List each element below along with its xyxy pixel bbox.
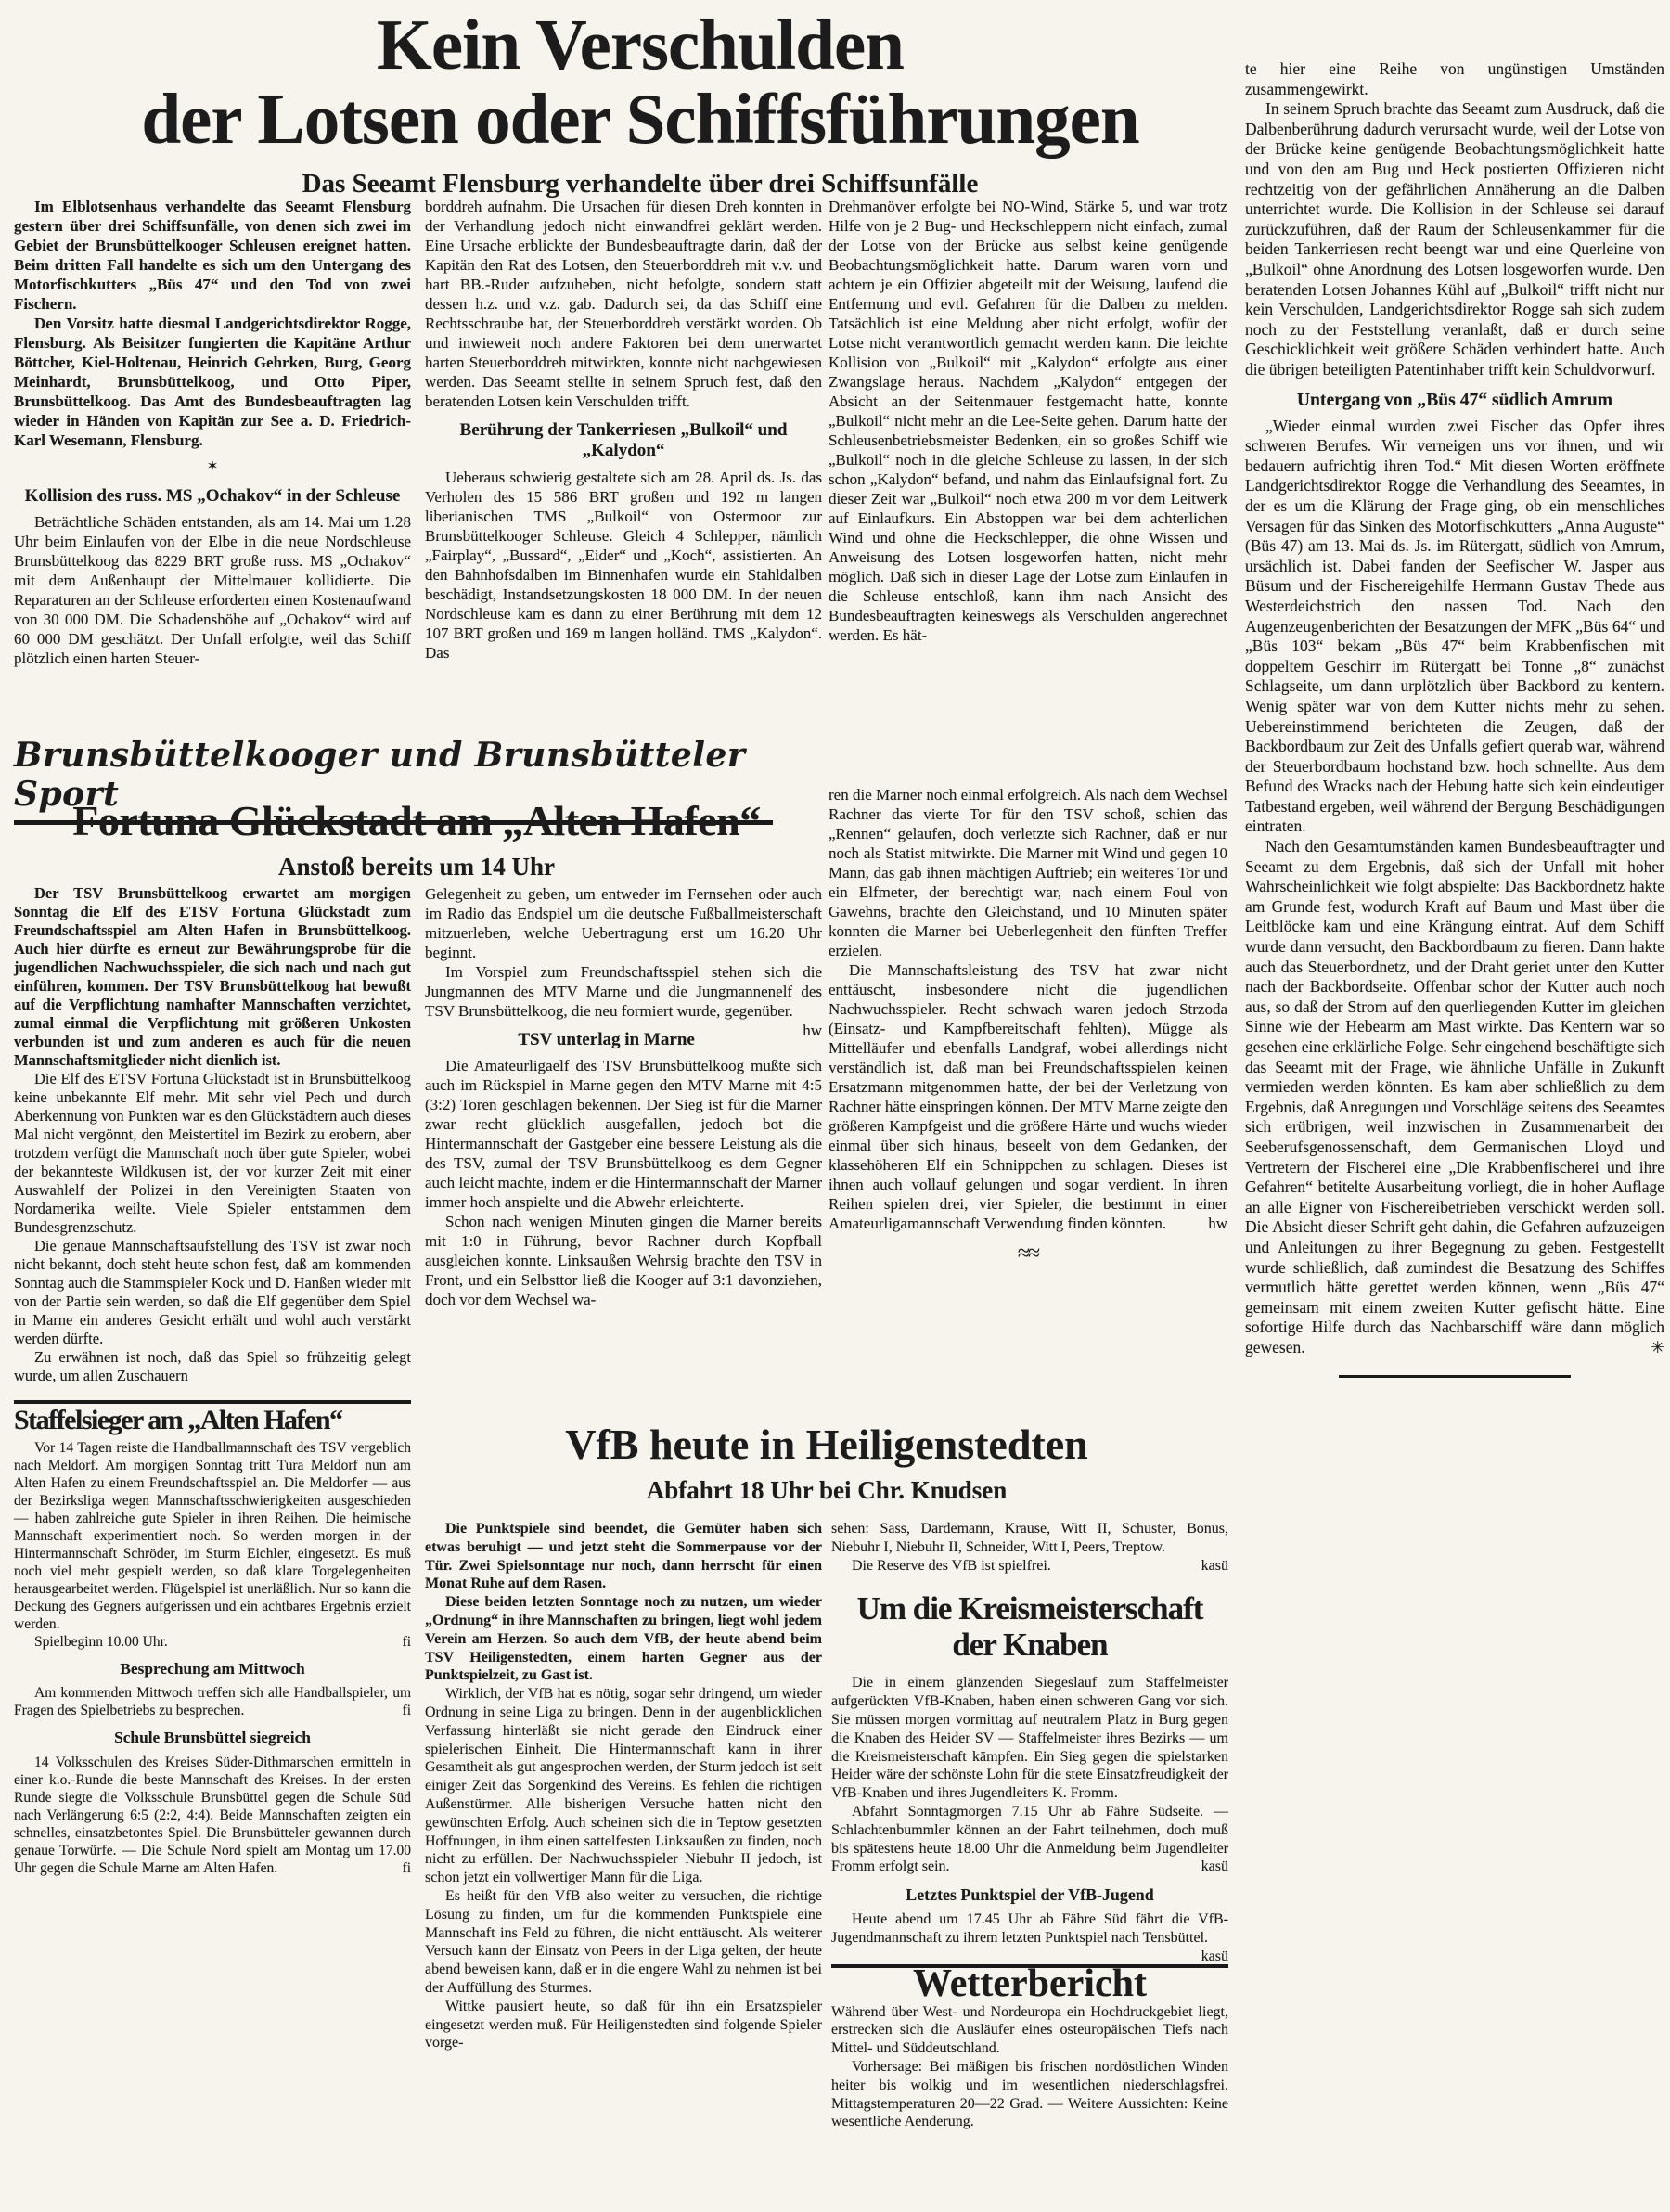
article-seeamt-col4 [1245, 59, 1664, 1378]
paragraph: In seinem Spruch brachte das Seeamt zum Ausdruck, daß die Dalbenberührung dadurch verursacht wurde, weil der Lotse von der Brücke keine genügende Beobachtungsmöglichkeit hatte und von den am Bug und Heck postierten Offizieren nicht rechtzeitig von der gefährlichen Annäherung an die Dalben unterrichtet wurde. Die Kollision in der Schleuse sei darauf zurückzuführen, daß der Raum der Schleusenkammer für die beiden Tankerriesen recht beengt war und eine Querleine von „Bulkoil“ ohne Anordnung des Lotsen losgeworfen wurde. Den beratenden Lotsen Johannes Kühl auf „Bulkoil“ trifft nicht nur kein Verschulden, Landgerichtsdirektor Rogge sah sich zudem noch zu der Feststellung veranlaßt, daß er durch seine Geschicklichkeit weit größere Schäden verhindert hatte. Auch die übrigen beteiligten Patentinhaber trifft kein Schuldvorwurf. [1245, 99, 1664, 379]
fortuna-col2 [425, 884, 822, 1309]
headline-line: Um die Kreismeisterschaft [856, 1590, 1203, 1627]
paragraph: „Wieder einmal wurden zwei Fischer das Opfer ihres schweren Berufes. Wir verneigen uns vor ihnen, und wir bedauern aufrichtig ihren Tod.“ Mit diesen Worten eröffnete Landgerichtsdirektor Rogge die Verhandlung des Seeamtes, in der es um die Klärung der Frage ging, ob ein menschliches Versagen für das Sinken des Motorfischkutters „Anna Auguste“ (Büs 47) am 13. Mai ds. Js. im Rütergatt, südlich von Amrum, ursächlich ist. Dabei fanden der Seefischer W. Jasper aus Büsum und der Fischereigehilfe Hermann Gustav Thede aus Westerdeichstrich den nassen Tod. Nach den Augenzeugenberichten der Besatzungen der MFK „Büs 64“ und „Büs 103“ bekam „Büs 47“ beim Krabbenfischen mit doppeltem Geschirr im Rütergatt bei Tonne „8“ zunächst Schlagseite, um dann urplötzlich über Backbord zu kentern. Wenig später war von dem Kutter nichts mehr zu sehen. Uebereinstimmend berichteten die Zeugen, daß der Backbordbaum zur Zeit des Unfalls gefiert querab war, während der Steuerbordbaum hochstand bzw. hoch schnellte. Aus dem Befund des Wracks nach der Hebung hatte sich kein eindeutiger Tatbestand ergeben, weil während der Bergung Beschädigungen eintraten. [1245, 416, 1664, 836]
paragraph: Vor 14 Tagen reiste die Handballmannschaft des TSV vergeblich nach Meldorf. Am morgigen Sonntag tritt Tura Meldorf nun am Alten Hafen zu einem Freundschaftsspiel an. Die Meldorfer — aus der Bezirksliga wegen Mannschaftsschwierigkeiten ausgeschieden — haben zahlreiche gute Spieler in ihren Reihen. Die heimische Mannschaft experimentiert noch. So werden morgen in der Hintermannschaft Schröder, im Sturm Eichler, eingesetzt. Es muß noch viel mehr gespielt werden, so daß klare Torgelegenheiten herausgearbeitet werden. Flügelspiel ist unerläßlich. Nur so kann die Deckung des Gegners aufgerissen und ein achtbares Ergebnis erzielt werden. [14, 1440, 411, 1632]
vfb-columns [425, 1520, 1228, 2131]
column-subhead: Kollision des russ. MS „Ochakov“ in der Schleuse [24, 486, 401, 506]
fortuna-headline: Fortuna Glückstadt am „Alten Hafen“ [72, 797, 761, 844]
column-subhead: TSV unterlag in Marne [518, 1030, 695, 1049]
article-seeamt-col3 [829, 197, 1227, 645]
paragraph: Es heißt für den VfB also weiter zu versuchen, die richtige Lösung zu finden, um für die kommenden Punktspiele eine Mannschaft ins Feld zu führen, die nicht enttäuscht. Als weiterer Versuch kann der Einsatz von Peers in der Liga gelten, der heute abend beweisen kann, daß er in die engere Wahl zu nehmen ist bei der Auffüllung des Sturmes. [425, 1887, 822, 1996]
paragraph: Der TSV Brunsbüttelkoog erwartet am morgigen Sonntag die Elf des ETSV Fortuna Glückstadt zum Freundschaftsspiel am Alten Hafen in Brunsbüttelkoog. Auch hier dürfte es erneut zur Bewährungsprobe für die jugendlichen Nachwuchsspieler, die sich nach und nach gut einführen, kommen. Der TSV Brunsbüttelkoog hat bewußt auf die Verpflichtung namhafter Mannschaften verzichtet, zumal einmal die Verpflichtung mit größeren Unkosten verbunden ist und zum anderen es auch für die neuen Mannschaftsmitglieder nicht dienlich ist. [14, 884, 411, 1069]
author-initials: hw [1208, 1215, 1227, 1232]
paragraph: Die in einem glänzenden Siegeslauf zum Staffelmeister aufgerückten VfB-Knaben, haben einen schweren Gang vor sich. Sie müssen morgen vormittag auf neutralem Platz in Burg gegen die Knaben des Heider SV — Staffelmeister ihres Bezirks — um die Kreismeisterschaft kämpfen. Ein Sieg gegen die spielstarken Heider wäre der schönste Lohn für die stete Einsatzfreudigkeit der VfB-Knaben und ihres Jugendleiters K. Fromm. [831, 1675, 1228, 1802]
fortuna-col1 [14, 884, 411, 1877]
fortuna-col1-text [14, 884, 411, 1385]
paragraph: Die Amateurligaelf des TSV Brunsbüttelkoog mußte sich auch im Rückspiel in Marne gegen den MTV Marne mit 4:5 (3:2) Toren geschlagen bekennen. Der Sieg ist für die Marner zwar recht glücklich ausgefallen, jedoch bot die Hintermannschaft der Gastgeber eine bessere Leistung als die des TSV, zumal der TSV Brunsbüttelkoog es dem Gegner auch leicht machte, indem er die Hintermannschaft der Marner immer hoch anspielte und die Abwehr erleichterte. [425, 1057, 822, 1212]
wetterbericht-headline: Wetterbericht [913, 1961, 1147, 2005]
kreismeisterschaft-article [831, 1590, 1228, 1964]
paragraph: Zu erwähnen ist noch, daß das Spiel so frühzeitig gelegt wurde, um allen Zuschauern [14, 1348, 411, 1384]
vfb-article [425, 1420, 1228, 2131]
end-rule [1339, 1375, 1571, 1378]
column-subhead: Untergang von „Büs 47“ südlich Amrum [1296, 390, 1613, 410]
headline-line: der Knaben [952, 1626, 1108, 1663]
author-initials: fi [402, 1859, 411, 1876]
main-subhead: Das Seeamt Flensburg verhandelte über drei Schiffsunfälle [302, 169, 979, 199]
paragraph: Während über West- und Nordeuropa ein Hochdruckgebiet liegt, erstrecken sich die Ausläufer eines osteuropäischen Tiefs nach Mittel- und Süddeutschland. [831, 2003, 1228, 2057]
headline-line: Kein Verschulden [376, 5, 905, 84]
paragraph: Ueberaus schwierig gestaltete sich am 28. April ds. Js. das Verholen des 15 586 BRT großen und 192 m langen liberianischen TMS „Bulkoil“ von Ostermoor zur Brunsbüttelkooger Schleuse. Gleich 4 Schlepper, nämlich „Fairplay“, „Bussard“, „Eider“ und „Koch“, assistierten. An den Bahnhofsdalben im Binnenhafen wurde ein Stahldalben beschädigt, Instandsetzungskosten 18 000 DM. In der neuen Nordschleuse kam es dann zu einer Berührung mit dem 12 107 BRT großen und 169 m langen holländ. TMS „Kalydon“. Das [425, 468, 822, 662]
vfb-col1 [425, 1520, 822, 2131]
staffelsieger-article [14, 1400, 411, 1877]
author-initials: kasü [1201, 1557, 1228, 1574]
paragraph: Heute abend um 17.45 Uhr ab Fähre Süd fährt die VfB-Jugendmannschaft zu ihrem letzten Punktspiel nach Tensbüttel. kasü [831, 1911, 1228, 1964]
paragraph: Nach den Gesamtumständen kamen Bundesbeauftragter und Seeamt zu dem Ergebnis, daß sich der Unfall mit hoher Wahrscheinlichkeit wie folgt abspielte: Das Backbordnetz hakte am Grunde fest, wodurch Kraft auf Baum und Mast über die Leitblöcke kam und eine Krängung eintrat. Auf dem Schiff wurde dann versucht, den Backbordbaum zu fieren. Dann hakte auch das Steuerbordnetz, und der Draht geriet unter den Kutter nach der Backbordseite. Offenbar schor der Kutter auch noch aus, so daß der Strom auf den querliegenden Kutter im gleichen Sinne wie der Hebearm am Mast wirkte. Das Kentern war so gesehen eine erklärliche Folge. Sehr eingehend beschäftigte sich das Seeamt mit der Frage, wie ähnliche Unfälle in Zukunft vermieden werden könnten. Es kam aber schließlich zu dem Ergebnis, daß Anregungen und Vorschläge seitens des Seeamtes sich erübrigen, weil inzwischen in Zusammenarbeit der Seeberufsgenossenschaft, dem Germanischen Lloyd und Vertretern der Fischerei eine „Die Krabbenfischerei und ihre Gefahren“ betitelte Ausarbeitung vorliegt, die in hoher Auflage an alle Eigner von Fischereibetrieben verschickt werden soll. Die Absicht dieser Schrift geht dahin, die Gefahren aufzuzeigen und Anleitungen zu ihrer Begegnung zu geben. Festgestellt wurde schließlich, daß zumindest die Besatzung des Schiffes vermutlich hätte gerettet werden können, wenn „Büs 47“ gemeinsam mit einem zweiten Kutter gefischt hätte. Eine sofortige Hilfe durch das Nachbarschiff wäre dann möglich gewesen. ✳ [1245, 837, 1664, 1357]
article-seeamt-header [37, 7, 1243, 199]
paragraph: Schon nach wenigen Minuten gingen die Marner bereits mit 1:0 in Führung, bevor Rachner durch Kopfball ausgleichen konnte. Linksaußen Wehrsig brachte den TSV in Front, und ein Selbsttor ließ die Kooger auf 3:1 davonziehen, doch vor dem Wechsel wa- [425, 1213, 822, 1309]
paragraph: 14 Volksschulen des Kreises Süder-Dithmarschen ermitteln in einer k.o.-Runde die beste Mannschaft des Kreises. In der ersten Runde siegte die Volksschule Brunsbüttel gegen die Schule Süd nach Verlängerung 6:5 (2:2, 4:4). Beide Mannschaften zeigten ein schnelles, einsatzbetontes Spiel. Die Brunsbütteler gewannen durch genaue Torwürfe. — Die Schule Nord spielt am Montag um 17.00 Uhr gegen die Schule Marne am Alten Hafen. fi [14, 1754, 411, 1876]
paragraph: Im Vorspiel zum Freundschaftsspiel stehen sich die Jungmannen des MTV Marne und die Jungmannenelf des TSV Brunsbüttelkoog, die neu formiert wurde, gegenüber. hw [425, 963, 822, 1039]
column-subhead: Berührung der Tankerriesen „Bulkoil“ und „Kalydon“ [459, 420, 788, 461]
staffelsieger-headline: Staffelsieger am „Alten Hafen“ [14, 1405, 342, 1435]
author-initials: hw [803, 1022, 822, 1039]
paragraph: Spielbeginn 10.00 Uhr. fi [34, 1634, 411, 1650]
column-subhead: Besprechung am Mittwoch [120, 1660, 305, 1678]
star-separator: ✶ [206, 459, 219, 474]
staffelsieger-text [14, 1439, 411, 1877]
paragraph: Die Reserve des VfB ist spielfrei. kasü [852, 1557, 1228, 1574]
fortuna-article-header [14, 796, 819, 881]
sport-section-title: Brunsbüttelkooger und Brunsbütteler Sport [14, 736, 746, 814]
squiggle-separator: ≈≈ [1017, 1241, 1039, 1266]
author-initials: fi [402, 1634, 411, 1650]
paragraph: ren die Marner noch einmal erfolgreich. Als nach dem Wechsel Rachner das vierte Tor für den TSV schoß, schien das „Rennen“ gelaufen, doch verletzte sich Rachner, daß er nur noch als Statist mitwirkte. Die Marner mit Wind und gegen 10 Mann, das gab ihnen mächtigen Auftrieb; ein weiteres Tor und ein Elfmeter, der berechtigt war, nach einem Foul von Gawehns, brachte den Gleichstand, und 10 Minuten später konnten die Marner bei Ueberlegenheit den fünften Treffer erzielen. [829, 786, 1227, 959]
paragraph: sehen: Sass, Dardemann, Krause, Witt II, Schuster, Bonus, Niebuhr I, Niebuhr II, Schneider, Witt I, Peers, Treptow. [831, 1521, 1228, 1555]
vfb-subhead: Abfahrt 18 Uhr bei Chr. Knudsen [646, 1476, 1008, 1504]
article-seeamt-col1 [14, 197, 411, 668]
author-initials: kasü [1201, 1948, 1228, 1964]
paragraph: Die Punktspiele sind beendet, die Gemüter haben sich etwas beruhigt — und jetzt steht die Sommerpause vor der Tür. Zwei Spielsonntage nur noch, dann herrscht für einen Monat Ruhe auf dem Rasen. [425, 1521, 822, 1592]
column-subhead: Letztes Punktspiel der VfB-Jugend [906, 1885, 1154, 1905]
paragraph: Drehmanöver erfolgte bei NO-Wind, Stärke 5, und war trotz Hilfe von je 2 Bug- und Heckschleppern nicht einfach, zumal der Lotse von der Brücke aus selbst keine genügende Beobachtungsmöglichkeit hatte. Darum waren vorn und achtern je ein Offizier abgeteilt mit der Weisung, laufend die Entfernung und evtl. Gefahren für die Dalben zu melden. Tatsächlich ist eine Meldung aber nicht erfolgt, wofür der Lotse nicht verantwortlich gemacht werden kann. Die leichte Kollision von „Bulkoil“ mit „Kalydon“ erfolgte aus einer Zwangslage heraus. Nachdem „Kalydon“ entgegen der Absicht an der Seitenmauer festgemacht hatte, konnte „Bulkoil“ nicht mehr an die Lee-Seite gehen. Darum hatte der Schleusenbetriebsmeister Bedenken, ein so großes Schiff wie „Bulkoil“ noch in die gleiche Schleuse zu lassen, in der sich schon „Kalydon“ befand, und nahm das Einlaufsignal fort. Zu dieser Zeit war „Bulkoil“ noch etwa 200 m vor dem Leitwerk auf Einlaufkurs. Ein Abstoppen war bei dem achterlichen Wind und ohne die Heckschlepper, die ohne Wissen und Anweisung des Lotsen losgeworfen hatten, nicht mehr möglich. Daß sich in dieser Lage der Lotse zum Einlaufen in die Schleuse entschloß, kann ihm nach Ansicht des Bundesbeauftragten keineswegs als Verschulden angerechnet werden. Es hät- [829, 198, 1227, 644]
vfb-headline: VfB heute in Heiligenstedten [565, 1421, 1088, 1468]
author-initials: ✳ [1651, 1337, 1664, 1357]
paragraph: Wirklich, der VfB hat es nötig, sogar sehr dringend, um wieder Ordnung in seine Liga zu bringen. Denn in der augenblicklichen Verfassung hinterläßt sie nicht gerade den Eindruck einer spielerischen Einheit. Die Hintermannschaft kann in ihrer Gesamtheit als gut angesprochen werden, der Sturm jedoch ist seit einiger Zeit das Sorgenkind des Vereins. Es fehlen die richtigen Außenstürmer. Alle bisherigen Versuche hatten nicht den gewünschten Erfolg. Auch scheinen sich die in Teptow gesetzten Hoffnungen, in ihm einen sattelfesten Linksaußen zu finden, noch nicht zu erfüllen. Der Nachwuchsspieler Niebuhr II jedoch, ist schon jetzt ein vollwertiger Mann für die Liga. [425, 1686, 822, 1886]
sport-col3-continuation [829, 785, 1227, 1264]
paragraph: Die genaue Mannschaftsaufstellung des TSV ist zwar noch nicht bekannt, doch steht heute schon fest, daß am kommenden Sonntag auch die Stammspieler Kock und D. Hanßen wieder mit von der Partie sein werden, so daß die Elf gegenüber dem Spiel in Marne ein anderes Gesicht erhält und wohl auch verstärkt werden dürfte. [14, 1237, 411, 1347]
author-initials: kasü [1201, 1858, 1228, 1875]
paragraph: Die Mannschaftsleistung des TSV hat zwar nicht enttäuscht, insbesondere nicht die jugendlichen Nachwuchsspieler. Recht schwach waren jedoch Strzoda (Einsatz- und Kampfbereitschaft fehlten), Mügge als Mittelläufer und ebenfalls Landgraf, wobei allerdings nicht verständlich ist, daß man bei Freundschaftsspielen keinen Ersatzmann mitgenommen hatte, der bei der Verletzung von Rachner hätte einspringen können. Der MTV Marne zeigte den größeren Kampfgeist und die größere Härte und wuchs wieder einmal über sich hinaus, beseelt von dem Gedanken, der klassehöheren Elf ein Schnippchen zu schlagen. Dieses ist ihnen auch vollauf gelungen und sogar verdient. In ihren Reihen spielen drei, vier Spieler, die bestimmt in einer Amateurligamannschaft Verwendung finden könnten. hw [829, 961, 1227, 1232]
paragraph: Die Elf des ETSV Fortuna Glückstadt ist in Brunsbüttelkoog keine unbekannte Elf mehr. Mit sehr viel Pech und durch Aberkennung von Punkten war es den Glückstädtern auch dieses Mal nicht vergönnt, den Meistertitel im Bezirk zu erobern, aber trotzdem verfügt die Mannschaft noch über gute Spieler, wobei der bekannteste Wildkusen ist, der vor kurzer Zeit mit einer Auswahlelf der Polizei in den Vereinigten Staaten von Nordamerika weilte. Viele Spieler entstammen dem Bundesgrenzschutz. [14, 1070, 411, 1236]
article-seeamt-col2 [425, 197, 822, 662]
vfb-col2 [831, 1520, 1228, 2131]
vfb-col2-text [831, 1520, 1228, 1575]
paragraph: Am kommenden Mittwoch treffen sich alle Handballspieler, um Fragen des Spielbetriebs zu besprechen. fi [14, 1685, 411, 1719]
column-subhead: Schule Brunsbüttel siegreich [114, 1729, 311, 1747]
paragraph: Abfahrt Sonntagmorgen 7.15 Uhr ab Fähre Südseite. — Schlachtenbummler können an der Fahrt teilnehmen, doch muß bis spätestens heute 18.00 Uhr die Anmeldung beim Jugendleiter Fromm erfolgt sein. kasü [831, 1803, 1228, 1875]
headline-line: der Lotsen oder Schiffsführungen [141, 79, 1139, 160]
section-rule [14, 1400, 411, 1404]
author-initials: fi [402, 1703, 411, 1719]
paragraph: Den Vorsitz hatte diesmal Landgerichtsdirektor Rogge, Flensburg. Als Beisitzer fungierten die Kapitäne Arthur Böttcher, Kiel-Holtenau, Heinrich Gehrken, Burg, Georg Meinhardt, Brunsbüttelkoog, und Otto Piper, Brunsbüttelkoog. Das Amt des Bundesbeauftragten lag wieder in Händen von Kapitän zur See a. D. Friedrich-Karl Wesemann, Flensburg. [14, 315, 411, 449]
paragraph: Im Elblotsenhaus verhandelte das Seeamt Flensburg gestern über drei Schiffsunfälle, von denen sich zwei im Gebiet der Brunsbüttelkooger Schleusen ereignet hatten. Beim dritten Fall handelte es sich um den Untergang des Motorfischkutters „Büs 47“ und den Tod von zwei Fischern. [14, 198, 411, 313]
wetterbericht-article [831, 1961, 1228, 2131]
paragraph: Gelegenheit zu geben, um entweder im Fernsehen oder auch im Radio das Endspiel um die deutsche Fußballmeisterschaft mitzuerleben, welche Uebertragung erst um 16.20 Uhr beginnt. [425, 885, 822, 961]
kreis-headline [831, 1591, 1228, 1663]
paragraph: Beträchtliche Schäden entstanden, als am 14. Mai um 1.28 Uhr beim Einlaufen von der Elbe in die neue Nordschleuse Brunsbüttelkoog das 8229 BRT große russ. MS „Ochakov“ mit dem Außenhaupt der Mittelmauer kollidierte. Die Reparaturen an der Schleuse erforderten einen Kostenaufwand von 30 000 DM. Die Schadenshöhe auf „Ochakov“ wird auf 60 000 DM geschätzt. Der Unfall erfolgte, weil das Schiff plötzlich einen harten Steuer- [14, 513, 411, 668]
paragraph: Vorhersage: Bei mäßigen bis frischen nordöstlichen Winden heiter bis wolkig und im wesentlichen niederschlagsfrei. Mittagstemperaturen 20—22 Grad. — Weitere Aussichten: Keine wesentliche Aenderung. [831, 2059, 1228, 2130]
main-headline [37, 5, 1243, 160]
wetterbericht-text [831, 2003, 1228, 2132]
kreis-text [831, 1674, 1228, 1964]
fortuna-subhead: Anstoß bereits um 14 Uhr [277, 853, 555, 881]
paragraph: Diese beiden letzten Sonntage noch zu nutzen, um wieder „Ordnung“ in ihre Mannschaften zu bringen, liegt wohl jedem Verein am Herzen. So auch dem VfB, der heute abend beim TSV Heiligenstedten, einem harten Gegner aus der Punktspielzeit, zu Gast ist. [425, 1594, 822, 1684]
paragraph: te hier eine Reihe von ungünstigen Umständen zusammengewirkt. [1245, 59, 1664, 98]
paragraph: Wittke pausiert heute, so daß für ihn ein Ersatzspieler eingesetzt werden muß. Für Heiligenstedten sind folgende Spieler vorge- [425, 1998, 822, 2051]
paragraph: borddreh aufnahm. Die Ursachen für diesen Dreh konnten in der Verhandlung jedoch nicht einwandfrei geklärt werden. Eine Ursache erblickte der Bundesbeauftragte darin, daß der Kapitän den Rat des Lotsen, den Steuerborddreh mit v.v. und hart BB.-Ruder aufzuheben, nicht befolgte, sondern statt dessen h.z. und v.z. gab. Dadurch sei, da das Schiff eine Rechtsschraube hat, der Steuerborddreh verstärkt worden. Ob und inwieweit noch andere Faktoren bei dem unerwartet harten Steuerborddreh mitwirkten, konnte nicht nachgewiesen werden. Das Seeamt stellte in seinem Spruch fest, daß den beratenden Lotsen kein Verschulden trifft. [425, 198, 822, 410]
